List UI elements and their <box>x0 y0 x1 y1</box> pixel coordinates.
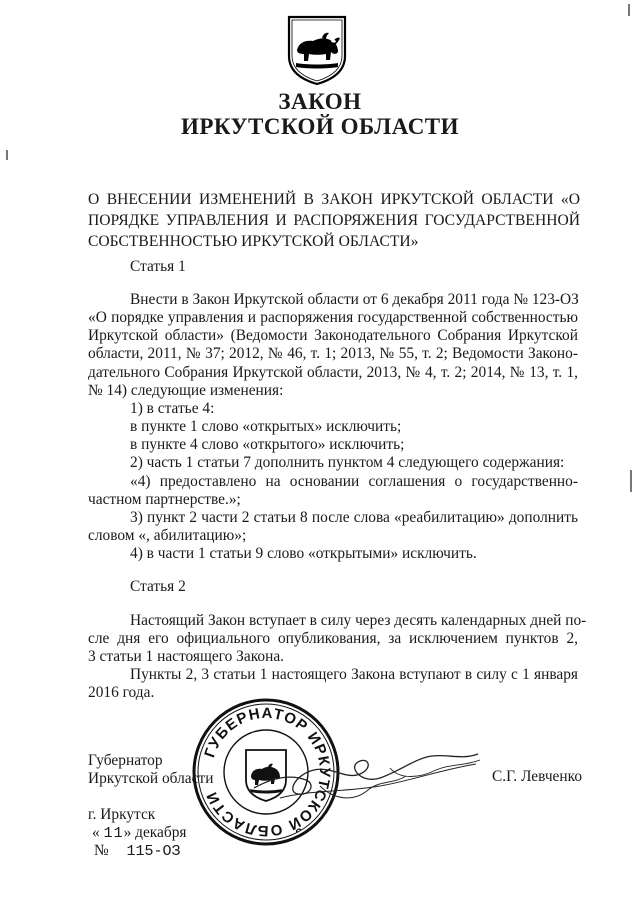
handwritten-signature <box>250 740 485 810</box>
seal-text: ГУБЕРНАТОР ИРКУТСКОЙ ОБЛАСТИ <box>201 704 334 840</box>
date-day: 11 <box>103 825 124 842</box>
law-subject-heading: О ВНЕСЕНИИ ИЗМЕНЕНИЙ В ЗАКОН ИРКУТСКОЙ ОБЛАСТИ «О ПОРЯДКЕ УПРАВЛЕНИЯ И РАСПОРЯЖЕНИЯ ГОСУДАРСТВЕННОЙ СОБСТВЕННОСТЬЮ ИРКУТСКОЙ ОБЛАСТИ» <box>88 191 580 250</box>
article2-line: сле дня его официального опубликования, за исключением пунктов 2, <box>88 630 578 647</box>
article2-line: Настоящий Закон вступает в силу через десять календарных дней по- <box>130 612 587 629</box>
article1-line: области, 2011, № 37; 2012, № 46, т. 1; 2013, № 55, т. 2; Ведомости Законо- <box>88 345 578 362</box>
article1-line: в пункте 4 слово «открытого» исключить; <box>130 436 405 453</box>
article1-line: 1) в статье 4: <box>130 400 215 417</box>
article1-line: 3) пункт 2 части 2 статьи 8 после слова «реабилитацию» дополнить <box>130 509 578 526</box>
law-number-label: № <box>94 842 109 859</box>
article1-line: дательного Собрания Иркутской области, 2013, № 4, т. 2; 2014, № 13, т. 1, <box>88 364 578 381</box>
scan-edge-mark <box>630 470 632 492</box>
article1-line: словом «, абилитацию»; <box>88 527 247 544</box>
irkutsk-coat-of-arms-icon <box>286 14 348 86</box>
article1-line: «4) предоставлено на основании соглашения о государственно- <box>130 473 578 490</box>
article1-line: 2) часть 1 статьи 7 дополнить пунктом 4 следующего содержания: <box>130 454 565 471</box>
article1-heading: Статья 1 <box>130 258 186 275</box>
signer-region: Иркутской области <box>88 770 214 787</box>
signing-date <box>92 824 186 843</box>
signer-name: С.Г. Левченко <box>492 768 583 785</box>
article2-line: Пункты 2, 3 статьи 1 настоящего Закона вступают в силу с 1 января <box>130 666 578 683</box>
date-quote-open: « <box>92 824 100 841</box>
article1-line: «О порядке управления и распоряжения государственной собственностью <box>88 309 578 326</box>
date-month: » декабря <box>123 824 187 841</box>
law-title: ЗАКОН <box>278 89 362 114</box>
article1-line: в пункте 1 слово «открытых» исключить; <box>130 418 402 435</box>
scan-edge-mark <box>6 150 8 160</box>
article1-line: № 14) следующие изменения: <box>88 382 284 399</box>
law-region-title: ИРКУТСКОЙ ОБЛАСТИ <box>180 114 460 139</box>
article1-line: Иркутской области» (Ведомости Законодательного Собрания Иркутской <box>88 327 578 344</box>
signer-position: Губернатор <box>88 752 163 769</box>
article2-heading: Статья 2 <box>130 578 186 595</box>
article2-line: 3 статьи 1 настоящего Закона. <box>88 648 284 665</box>
article1-line: 4) в части 1 статьи 9 слово «открытыми» исключить. <box>130 545 477 562</box>
law-number-value: 115-ОЗ <box>126 843 181 860</box>
scan-edge-mark <box>628 4 630 16</box>
article1-line: Внести в Закон Иркутской области от 6 декабря 2011 года № 123-ОЗ <box>130 291 579 308</box>
law-number <box>94 842 181 861</box>
article2-line: 2016 года. <box>88 684 155 701</box>
signing-city: г. Иркутск <box>88 806 156 823</box>
article1-line: частном партнерстве.»; <box>88 491 241 508</box>
